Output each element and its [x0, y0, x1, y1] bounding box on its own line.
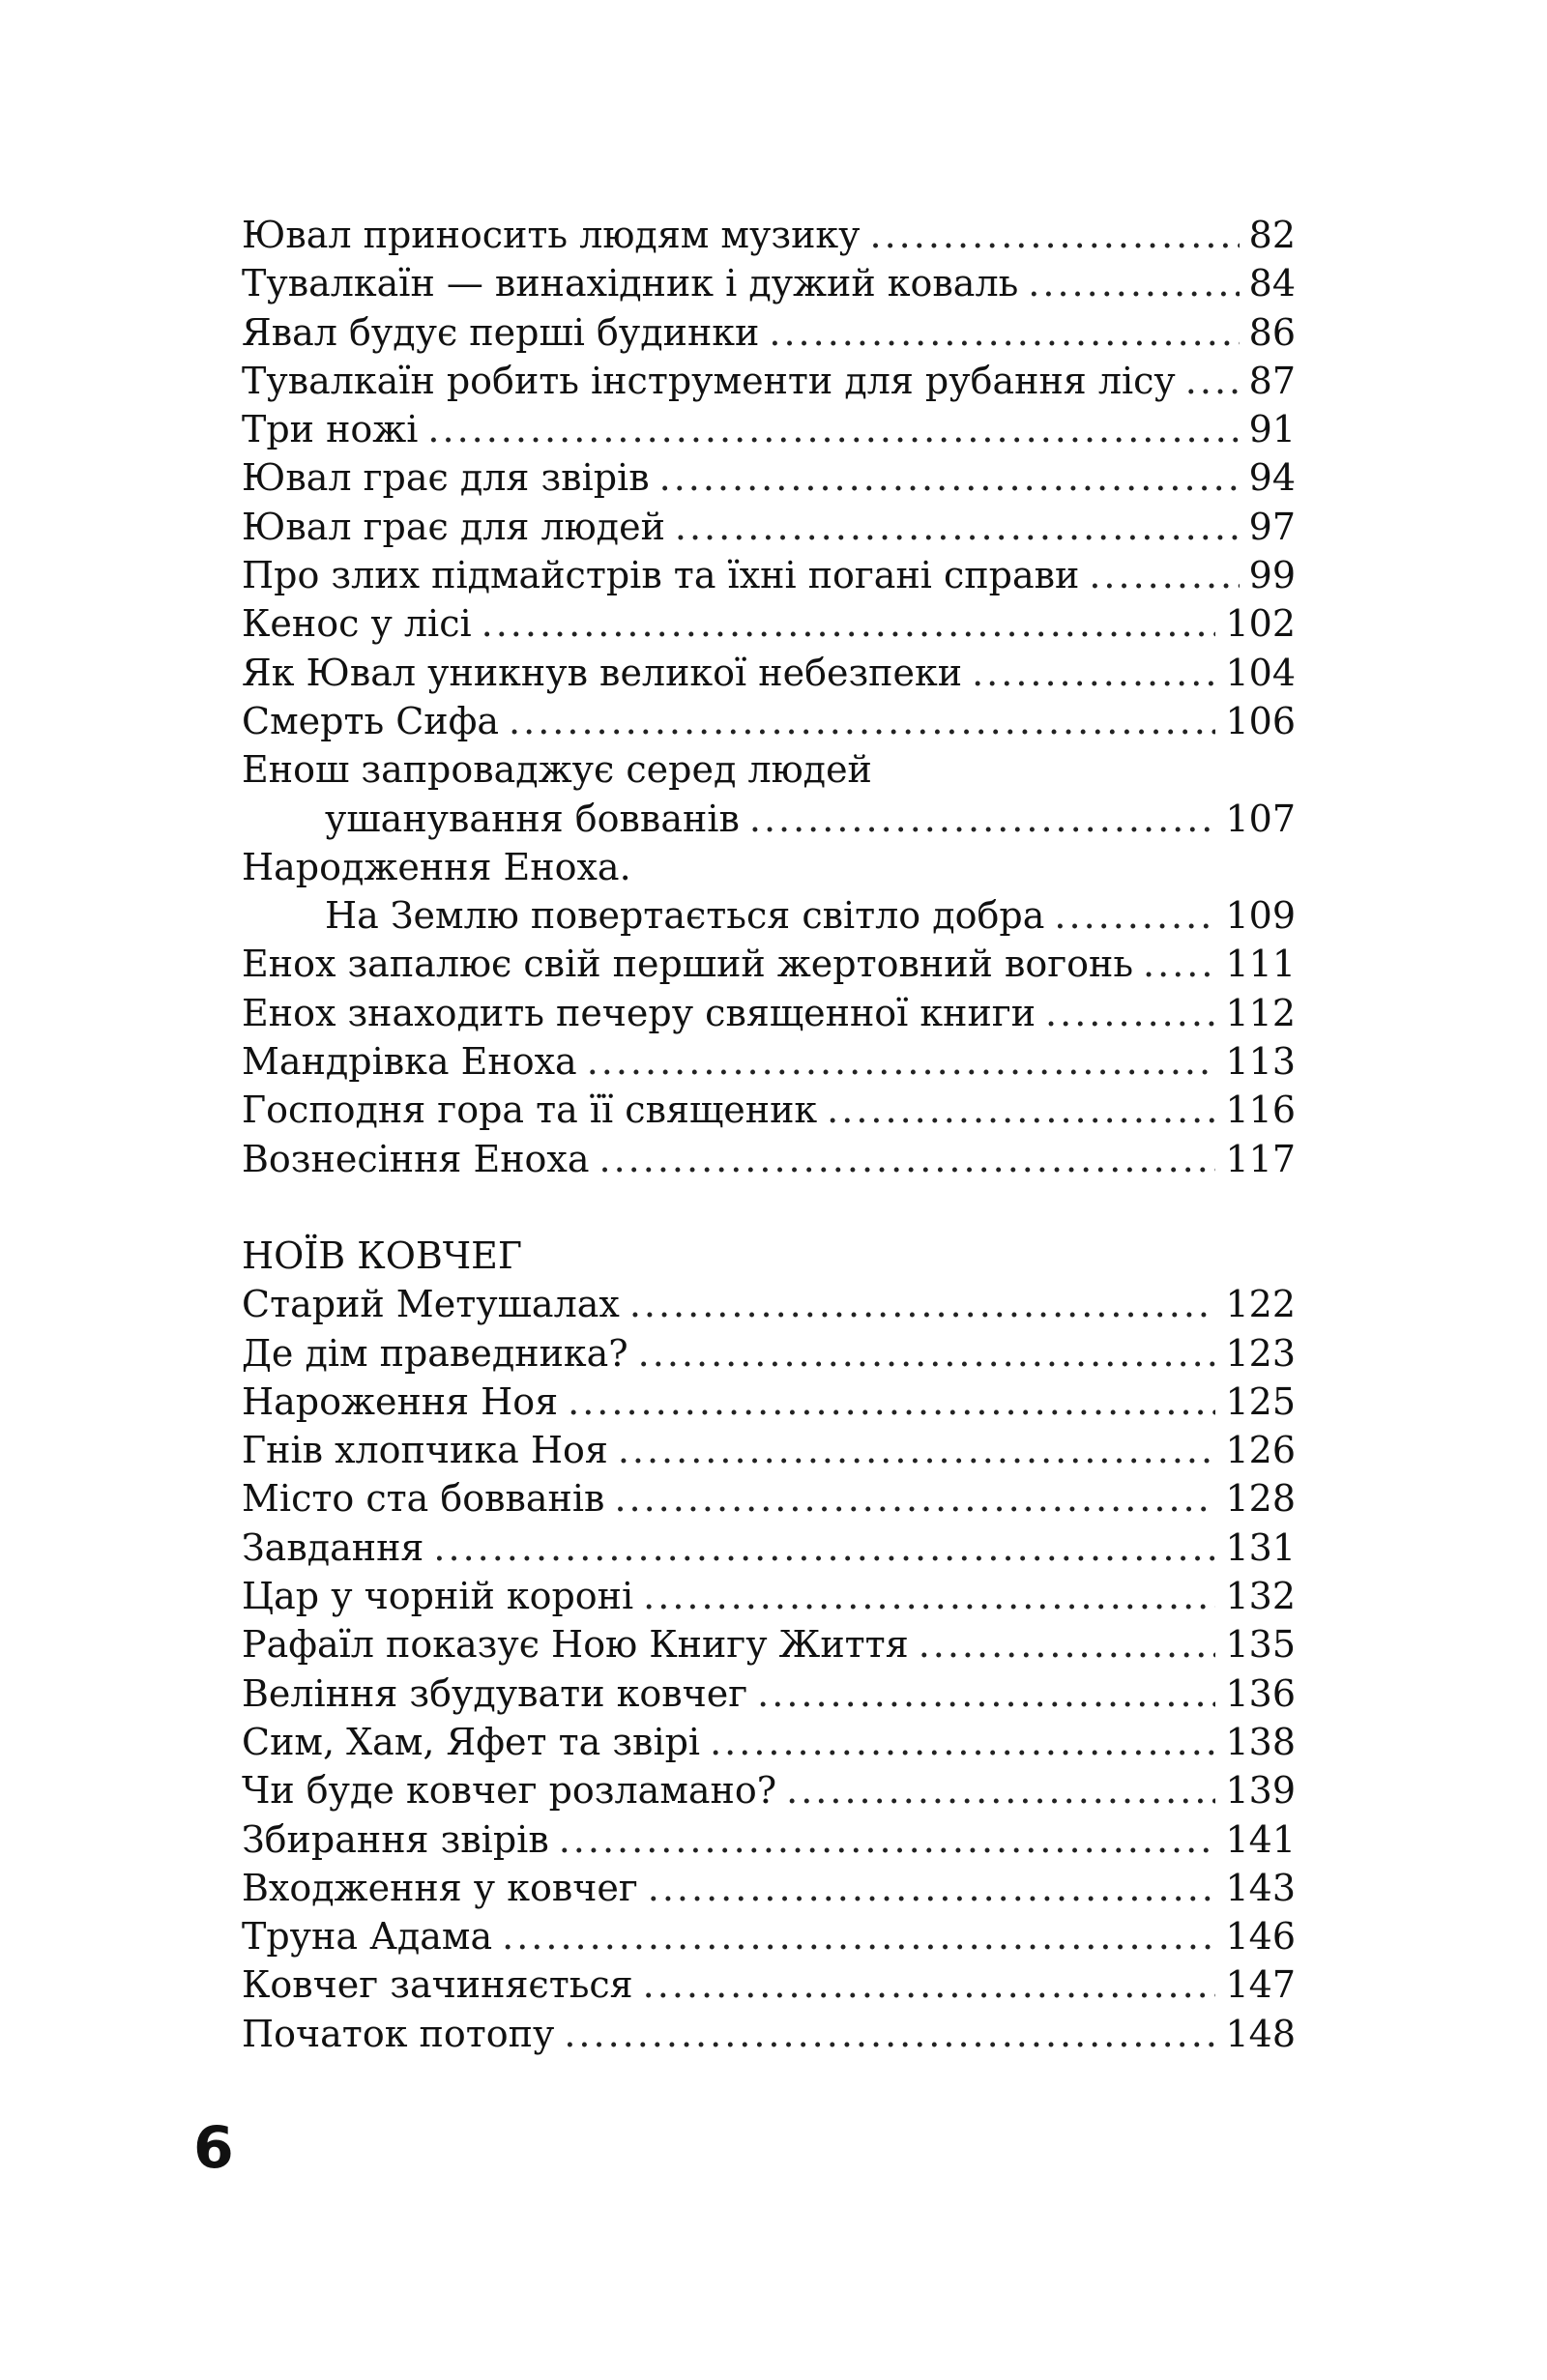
dot-leader [1143, 940, 1215, 988]
dot-leader [502, 1912, 1215, 1960]
toc-entry-page: 132 [1225, 1575, 1296, 1618]
toc-entry-page: 94 [1248, 456, 1296, 500]
dot-leader [599, 1135, 1216, 1183]
dot-leader [509, 697, 1215, 745]
dot-leader [757, 1669, 1215, 1718]
toc-entry-title: Ювал приносить людям музику [242, 214, 861, 256]
toc-entry-title: Входження у ковчег [242, 1866, 638, 1909]
dot-leader [710, 1718, 1215, 1766]
table-of-contents [242, 211, 1296, 2058]
toc-entry-page: 84 [1248, 262, 1296, 305]
toc-entry-title: Народження Еноха. [242, 845, 631, 888]
dot-leader [1028, 259, 1239, 307]
toc-entry-title: Кенос у лісі [242, 602, 472, 646]
toc-entry [242, 1815, 1296, 1864]
dot-leader [618, 1426, 1216, 1474]
toc-entry [242, 1378, 1296, 1426]
toc-entry-title: ушанування бовванів [325, 797, 740, 840]
toc-entry [242, 649, 1296, 697]
toc-entry-page: 122 [1225, 1283, 1296, 1326]
dot-leader [433, 1524, 1215, 1572]
toc-entry-title: Про злих підмайстрів та їхні погані справи [242, 554, 1080, 597]
toc-entry-title-line-2 [242, 795, 1296, 843]
dot-leader [1054, 891, 1215, 940]
toc-entry [242, 1572, 1296, 1620]
toc-entry [242, 1718, 1296, 1766]
toc-entry [242, 211, 1296, 259]
toc-entry-title: Збирання звірів [242, 1817, 549, 1861]
toc-section-2 [242, 1232, 1296, 2058]
toc-entry-page: 97 [1248, 505, 1296, 548]
section-heading-text: НОЇВ КОВЧЕГ [242, 1234, 523, 1277]
toc-entry [242, 1524, 1296, 1572]
page-number: 6 [193, 2114, 234, 2182]
toc-entry-page: 123 [1225, 1331, 1296, 1375]
toc-entry [242, 1037, 1296, 1086]
toc-entry-page: 111 [1225, 943, 1296, 986]
dot-leader [564, 2010, 1215, 2058]
toc-entry-title-line-1 [242, 745, 1296, 794]
dot-leader [427, 405, 1239, 453]
toc-entry-title: Місто ста бовванів [242, 1477, 605, 1521]
dot-leader [643, 1960, 1216, 2009]
toc-entry-page: 99 [1248, 554, 1296, 597]
toc-entry-title: Три ножі [242, 408, 419, 451]
toc-entry-page: 107 [1225, 797, 1296, 840]
toc-entry [242, 1766, 1296, 1814]
toc-entry [242, 308, 1296, 357]
toc-entry-title: Початок потопу [242, 2012, 555, 2055]
toc-entry-page: 131 [1225, 1525, 1296, 1569]
toc-entry [242, 599, 1296, 648]
toc-entry-title: Веління збудувати ковчег [242, 1671, 748, 1715]
toc-entry-page: 138 [1225, 1720, 1296, 1763]
toc-entry [242, 1669, 1296, 1718]
dot-leader [1045, 989, 1215, 1037]
toc-entry-title: Ювал грає для людей [242, 505, 665, 548]
toc-entry-title: Вознесіння Еноха [242, 1137, 590, 1180]
toc-entry [242, 1086, 1296, 1134]
toc-entry-page: 87 [1248, 359, 1296, 402]
toc-entry-page: 112 [1225, 991, 1296, 1034]
toc-entry-title: Де дім праведника? [242, 1331, 628, 1375]
toc-entry-page: 106 [1225, 699, 1296, 742]
toc-entry-page: 113 [1225, 1040, 1296, 1084]
toc-entry-title-line-2 [242, 891, 1296, 940]
toc-entry [242, 453, 1296, 502]
toc-entry-page: 146 [1225, 1915, 1296, 1959]
toc-entry [242, 940, 1296, 988]
toc-entry [242, 2010, 1296, 2058]
toc-entry-page: 135 [1225, 1623, 1296, 1667]
dot-leader [614, 1474, 1215, 1523]
toc-entry-title: Явал будує перші будинки [242, 310, 760, 354]
toc-entry [242, 1960, 1296, 2009]
section-heading [242, 1232, 1296, 1280]
toc-entry-title: Смерть Сифа [242, 699, 500, 742]
dot-leader [568, 1378, 1215, 1426]
toc-entry [242, 405, 1296, 453]
toc-entry-page: 128 [1225, 1477, 1296, 1521]
toc-entry-title: Нароження Ноя [242, 1379, 559, 1423]
toc-entry-title: Ковчег зачиняється [242, 1963, 633, 2007]
toc-entry-enoch-birth [242, 843, 1296, 941]
toc-entry-group-2 [242, 940, 1296, 1182]
dot-leader [1089, 551, 1239, 599]
toc-entry-page: 139 [1225, 1769, 1296, 1813]
toc-entry-title: Гнів хлопчика Ноя [242, 1429, 608, 1472]
toc-entry-title: Як Ювал уникнув великої небезпеки [242, 651, 963, 694]
dot-leader [638, 1329, 1216, 1378]
toc-entry-title: Завдання [242, 1525, 424, 1569]
toc-entry-title: Енох знаходить печеру священної книги [242, 991, 1036, 1034]
dot-leader [559, 1815, 1216, 1864]
toc-entry-page: 148 [1225, 2012, 1296, 2055]
toc-entry-page: 136 [1225, 1671, 1296, 1715]
toc-entry-page: 117 [1225, 1137, 1296, 1180]
toc-entry-page: 125 [1225, 1379, 1296, 1423]
toc-entry [242, 989, 1296, 1037]
dot-leader [1185, 357, 1240, 405]
toc-entry-title: Господня гора та її священик [242, 1088, 818, 1132]
toc-entry-title-line-1 [242, 843, 1296, 891]
toc-entry [242, 1864, 1296, 1912]
toc-entry [242, 503, 1296, 551]
toc-entry-page: 82 [1248, 214, 1296, 256]
toc-entry-title: Енох запалює свій перший жертовний вогонь [242, 943, 1134, 986]
toc-entry [242, 1280, 1296, 1328]
dot-leader [643, 1572, 1215, 1620]
toc-entry-title: Труна Адама [242, 1915, 493, 1959]
toc-entry-page: 126 [1225, 1429, 1296, 1472]
toc-entry-title: Чи буде ковчег розламано? [242, 1769, 777, 1813]
dot-leader [827, 1086, 1215, 1134]
toc-entry [242, 1135, 1296, 1183]
toc-entry-title: Тувалкаїн — винахідник і дужий коваль [242, 262, 1019, 305]
dot-leader [786, 1766, 1215, 1814]
dot-leader [659, 453, 1240, 502]
toc-entry-title: Ювал грає для звірів [242, 456, 650, 500]
toc-entry-title: Тувалкаїн робить інструменти для рубання лісу [242, 359, 1176, 402]
toc-entry-page: 109 [1225, 894, 1296, 938]
toc-entry-page: 102 [1225, 602, 1296, 646]
toc-entry-page: 86 [1248, 310, 1296, 354]
toc-entry-title: Мандрівка Еноха [242, 1040, 577, 1084]
toc-entry [242, 1474, 1296, 1523]
toc-entry-page: 143 [1225, 1866, 1296, 1909]
dot-leader [675, 503, 1240, 551]
dot-leader [769, 308, 1239, 357]
toc-entry-title: На Землю повертається світло добра [325, 894, 1045, 938]
toc-entry [242, 1426, 1296, 1474]
toc-entry-title: Сим, Хам, Яфет та звірі [242, 1720, 701, 1763]
dot-leader [629, 1280, 1216, 1328]
toc-entry [242, 1620, 1296, 1669]
toc-entry [242, 1329, 1296, 1378]
toc-entry-title: Рафаїл показує Ною Книгу Життя [242, 1623, 909, 1667]
toc-entry [242, 259, 1296, 307]
toc-entry [242, 1912, 1296, 1960]
toc-entry-page: 116 [1225, 1088, 1296, 1132]
toc-entry-page: 147 [1225, 1963, 1296, 2007]
toc-entry [242, 697, 1296, 745]
toc-entry [242, 357, 1296, 405]
toc-entry-page: 141 [1225, 1817, 1296, 1861]
dot-leader [972, 649, 1215, 697]
toc-entry-title: Старий Метушалах [242, 1283, 620, 1326]
toc-entry-title: Енош запроваджує серед людей [242, 748, 872, 792]
toc-section-1 [242, 211, 1296, 1183]
toc-entry-title: Цар у чорній короні [242, 1575, 634, 1618]
dot-leader [919, 1620, 1216, 1669]
toc-entry [242, 551, 1296, 599]
toc-entry-page: 91 [1248, 408, 1296, 451]
dot-leader [648, 1864, 1216, 1912]
toc-entry-enosh [242, 745, 1296, 843]
dot-leader [749, 795, 1216, 843]
dot-leader [587, 1037, 1216, 1086]
toc-entry-group-1 [242, 211, 1296, 745]
dot-leader [870, 211, 1240, 259]
dot-leader [482, 599, 1216, 648]
toc-entry-page: 104 [1225, 651, 1296, 694]
